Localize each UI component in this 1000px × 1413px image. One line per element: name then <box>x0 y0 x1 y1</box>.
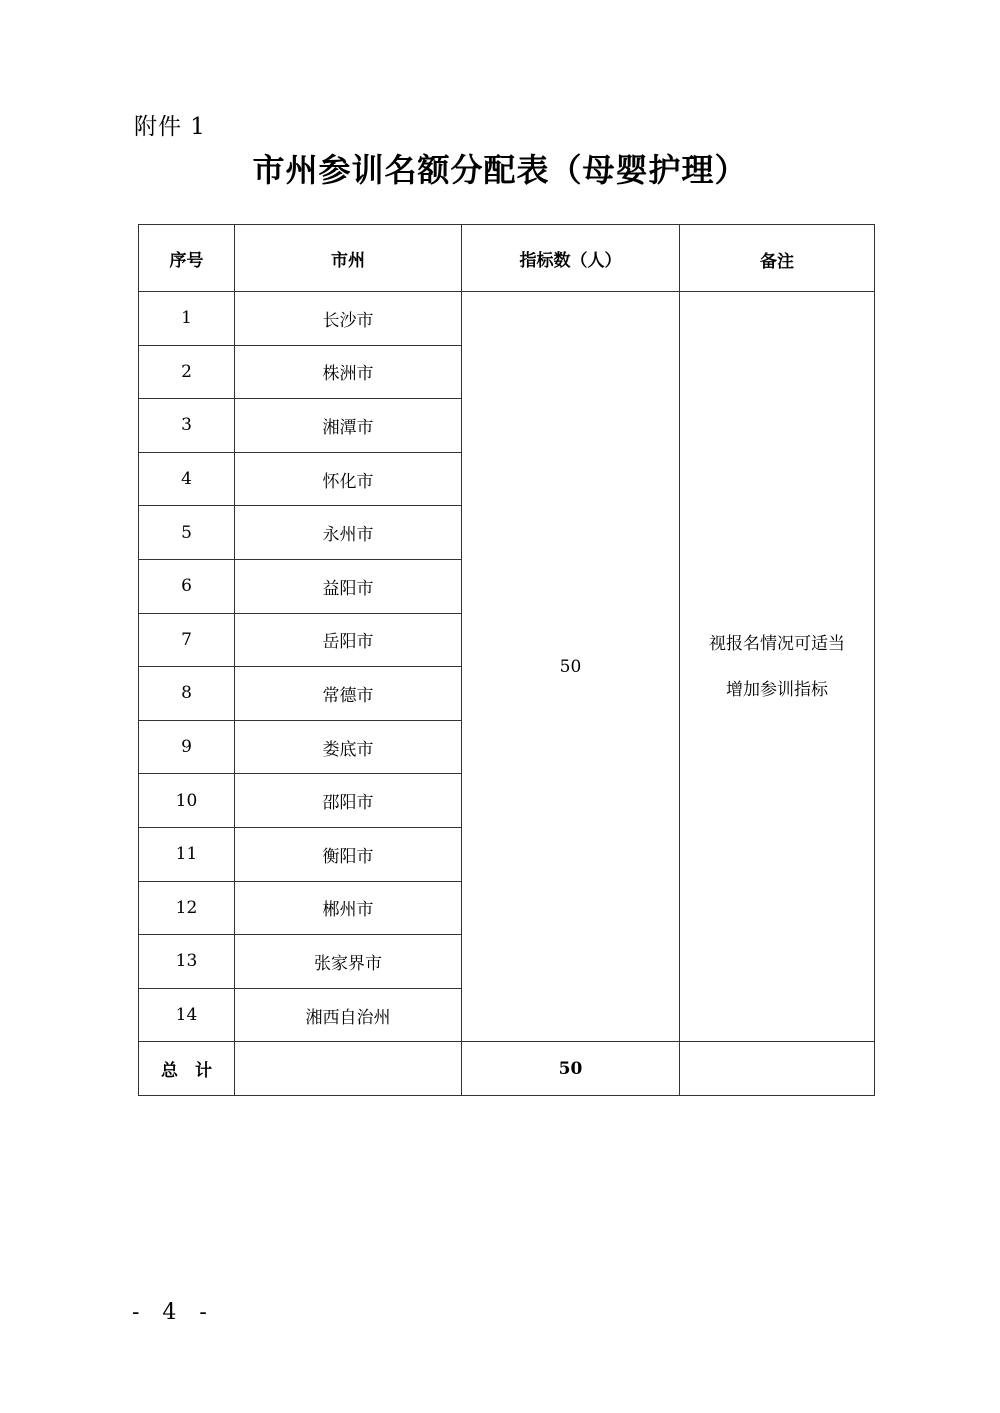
total-quota: 50 <box>462 1042 680 1096</box>
row-city: 益阳市 <box>235 559 462 613</box>
remark-line-1: 视报名情况可适当 <box>709 633 845 654</box>
row-index: 6 <box>139 559 235 613</box>
page-title: 市州参训名额分配表（母婴护理） <box>252 151 748 189</box>
row-city: 常德市 <box>235 667 462 721</box>
row-city: 邵阳市 <box>235 774 462 828</box>
row-index: 4 <box>139 452 235 506</box>
row-index: 5 <box>139 506 235 560</box>
merged-remark-cell <box>680 292 875 1042</box>
header-city: 市州 <box>235 225 462 292</box>
total-row <box>139 1042 875 1096</box>
row-city: 岳阳市 <box>235 613 462 667</box>
table-row <box>139 292 875 346</box>
row-city: 湘潭市 <box>235 399 462 453</box>
row-index: 13 <box>139 935 235 989</box>
row-city: 株洲市 <box>235 345 462 399</box>
table-header-row <box>139 225 875 292</box>
row-city: 长沙市 <box>235 292 462 346</box>
attachment-label: 附件 1 <box>134 114 206 140</box>
row-index: 14 <box>139 988 235 1042</box>
row-index: 12 <box>139 881 235 935</box>
row-index: 9 <box>139 720 235 774</box>
header-quota: 指标数（人） <box>462 225 680 292</box>
row-index: 10 <box>139 774 235 828</box>
row-index: 1 <box>139 292 235 346</box>
remark-line-2: 增加参训指标 <box>726 679 828 700</box>
row-index: 7 <box>139 613 235 667</box>
row-city: 衡阳市 <box>235 827 462 881</box>
quota-allocation-table <box>138 224 875 1096</box>
total-label: 总 计 <box>139 1042 235 1096</box>
page-number: - 4 - <box>132 1300 215 1325</box>
header-remark: 备注 <box>680 225 875 292</box>
total-remark-empty <box>680 1042 875 1096</box>
row-index: 3 <box>139 399 235 453</box>
row-city: 郴州市 <box>235 881 462 935</box>
row-index: 2 <box>139 345 235 399</box>
total-city-empty <box>235 1042 462 1096</box>
row-index: 11 <box>139 827 235 881</box>
header-index: 序号 <box>139 225 235 292</box>
row-city: 永州市 <box>235 506 462 560</box>
row-city: 张家界市 <box>235 935 462 989</box>
merged-quota-cell: 50 <box>462 292 680 1042</box>
row-index: 8 <box>139 667 235 721</box>
row-city: 娄底市 <box>235 720 462 774</box>
row-city: 湘西自治州 <box>235 988 462 1042</box>
row-city: 怀化市 <box>235 452 462 506</box>
